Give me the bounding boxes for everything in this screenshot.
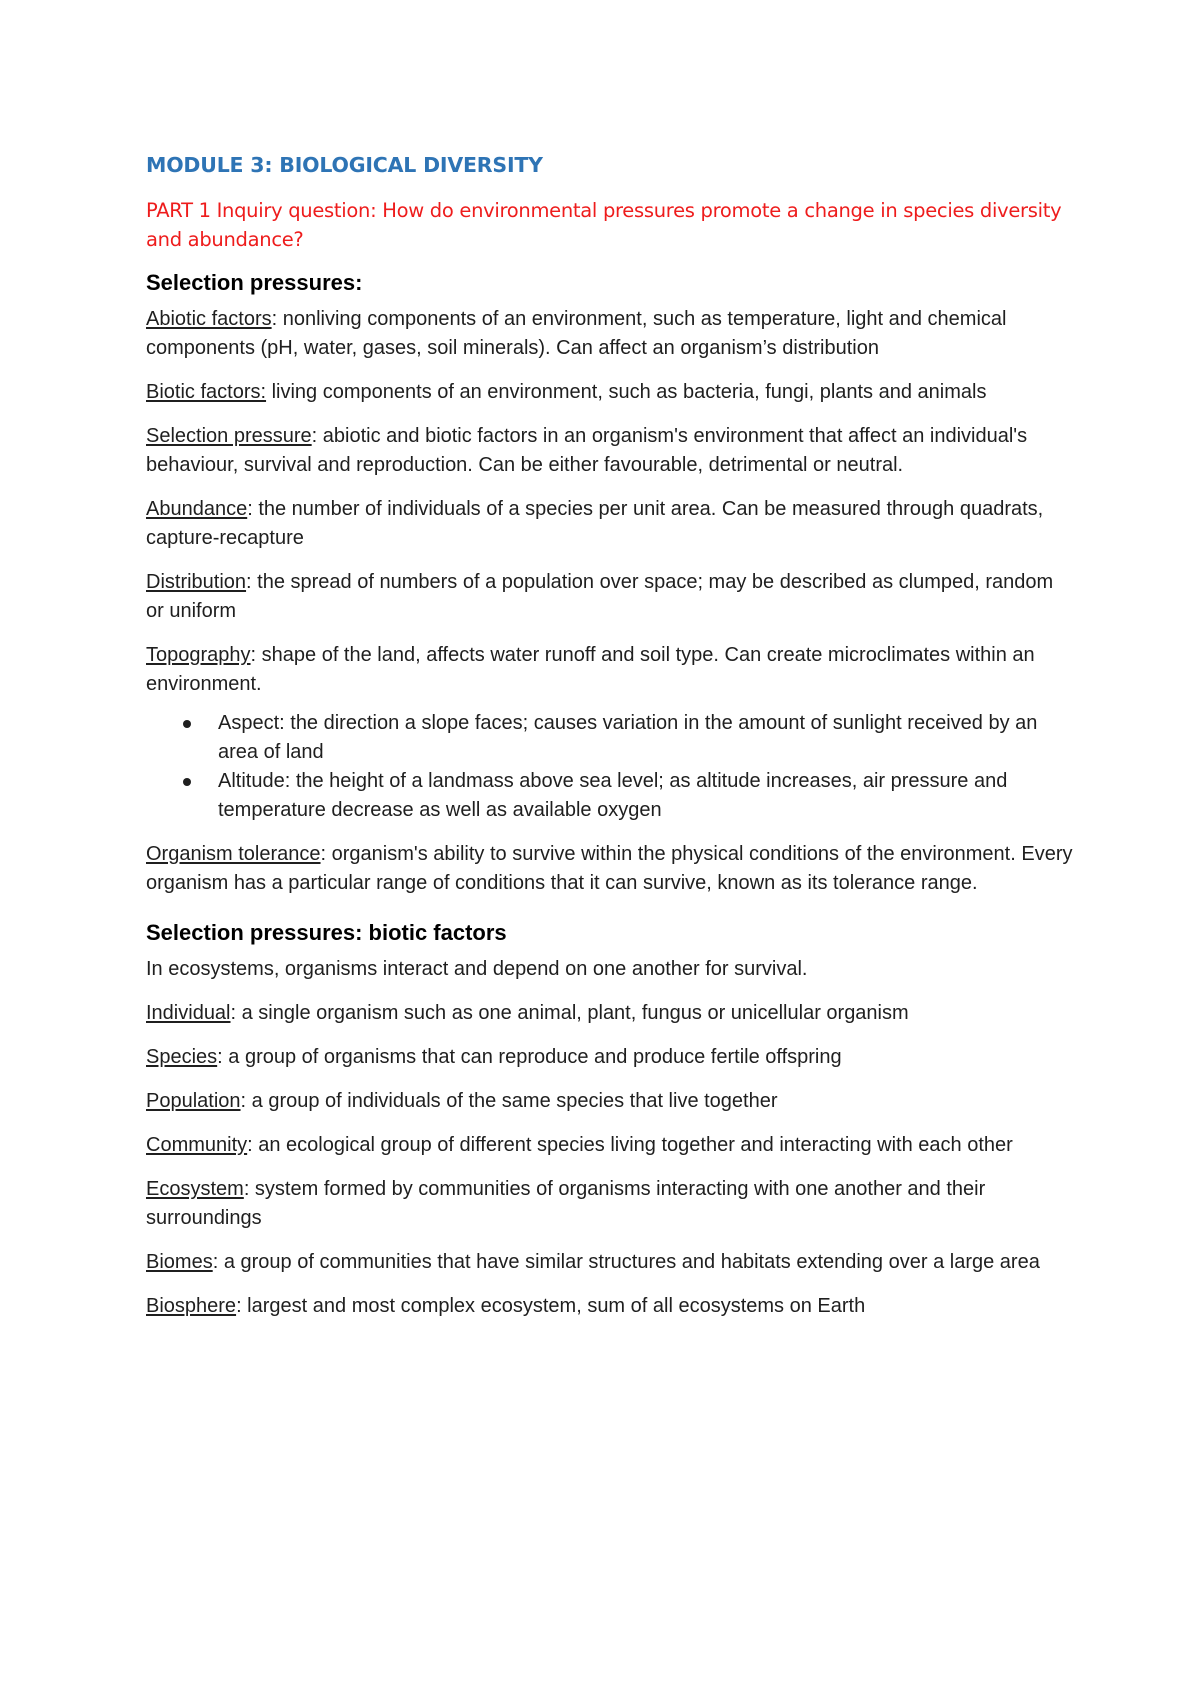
list-item-altitude	[146, 767, 1076, 825]
bullet-text: Aspect: the direction a slope faces; causes variation in the amount of sunlight received by an area of land	[218, 712, 1038, 763]
definition-text: : a single organism such as one animal, plant, fungus or unicellular organism	[230, 1002, 909, 1024]
bullet-text: Altitude: the height of a landmass above sea level; as altitude increases, air pressure and temperature decrease as well as available oxygen	[218, 770, 1008, 821]
definition-organism-tolerance	[146, 840, 1076, 898]
term: Species	[146, 1046, 218, 1068]
definition-text: : the spread of numbers of a population over space; may be described as clumped, random or uniform	[146, 571, 1054, 622]
definition-biomes	[146, 1248, 1076, 1277]
definition-text: living components of an environment, such as bacteria, fungi, plants and animals	[266, 381, 987, 403]
definition-community	[146, 1131, 1076, 1160]
definition-text: : a group of communities that have similar structures and habitats extending over a large area	[212, 1251, 1040, 1273]
definition-text: : a group of organisms that can reproduce and produce fertile offspring	[217, 1046, 842, 1068]
definition-species	[146, 1043, 1076, 1072]
bullet-icon	[183, 778, 191, 786]
topography-bullet-list	[146, 709, 1076, 825]
section-heading-selection-pressures: Selection pressures:	[146, 270, 363, 295]
module-title: MODULE 3: BIOLOGICAL DIVERSITY	[146, 153, 543, 177]
definition-text: : largest and most complex ecosystem, sum of all ecosystems on Earth	[236, 1295, 866, 1317]
definition-text: : the number of individuals of a species per unit area. Can be measured through quadrats, capture-recapture	[146, 498, 1044, 549]
definition-population	[146, 1087, 1076, 1116]
definition-selection-pressure	[146, 422, 1076, 480]
inquiry-lead: PART 1 Inquiry question:	[146, 199, 377, 222]
definition-biotic-factors	[146, 378, 1076, 407]
term: Distribution	[146, 571, 247, 593]
definition-abundance	[146, 495, 1076, 553]
term: Selection pressure	[146, 425, 312, 447]
definition-text: : organism's ability to survive within the physical conditions of the environment. Every organism has a particular range of conditions that it can survive, known as its tolerance range.	[146, 843, 1073, 894]
definition-abiotic-factors	[146, 305, 1076, 363]
definition-text: : abiotic and biotic factors in an organism's environment that affect an individual's behaviour, survival and reproduction. Can be either favourable, detrimental or neutral.	[146, 425, 1028, 476]
definition-text: : nonliving components of an environment, such as temperature, light and chemical components (pH, water, gases, soil minerals). Can affect an organism’s distribution	[146, 308, 1007, 359]
definition-text: : system formed by communities of organisms interacting with one another and their surroundings	[146, 1178, 986, 1229]
section-heading-biotic-factors: Selection pressures: biotic factors	[146, 920, 507, 945]
term: Biosphere	[146, 1295, 237, 1317]
term: Abiotic factors	[146, 308, 272, 330]
definition-ecosystem	[146, 1175, 1076, 1233]
definition-distribution	[146, 568, 1076, 626]
bullet-icon	[183, 720, 191, 728]
document-page	[146, 150, 1076, 1321]
list-item-aspect	[146, 709, 1076, 767]
term: Biotic factors:	[146, 381, 267, 403]
term: Individual	[146, 1002, 231, 1024]
definition-text: : an ecological group of different species living together and interacting with each other	[247, 1134, 1013, 1156]
term: Population	[146, 1090, 241, 1112]
term: Community	[146, 1134, 248, 1156]
inquiry-text: How do environmental pressures promote a change in species diversity and abundance?	[146, 199, 1062, 251]
definition-biosphere	[146, 1292, 1076, 1321]
definition-text: : shape of the land, affects water runoff and soil type. Can create microclimates within an environment.	[146, 644, 1035, 695]
definition-text: : a group of individuals of the same species that live together	[240, 1090, 778, 1112]
definition-individual	[146, 999, 1076, 1028]
term: Abundance	[146, 498, 248, 520]
term: Ecosystem	[146, 1178, 244, 1200]
inquiry-question	[146, 196, 1076, 254]
section-intro: In ecosystems, organisms interact and depend on one another for survival.	[146, 958, 808, 980]
term: Organism tolerance	[146, 843, 321, 865]
term: Topography	[146, 644, 251, 666]
definition-topography	[146, 641, 1076, 699]
term: Biomes	[146, 1251, 213, 1273]
